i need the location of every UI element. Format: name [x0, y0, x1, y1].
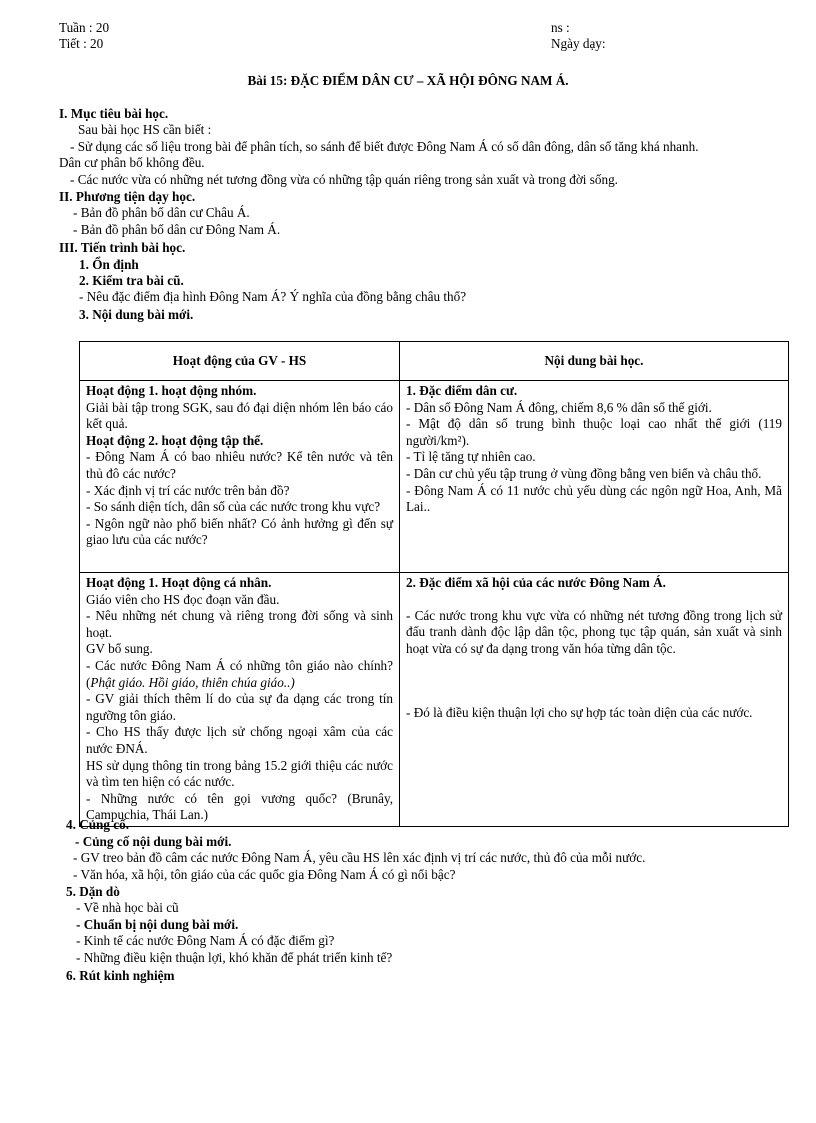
- activity-text: HS sử dụng thông tin trong bảng 15.2 giới thiệu các nước và tìm ten hiện có các nước.: [86, 757, 393, 790]
- activity-text: - Cho HS thấy được lịch sử chống ngoại xâm của các nước ĐNÁ.: [86, 724, 393, 756]
- consolidation-heading: 4. Củng cố.: [66, 817, 130, 832]
- activity-text: [86, 658, 393, 691]
- activity-heading: Hoạt động 2. hoạt động tập thể.: [86, 432, 264, 448]
- religion-answer: Phật giáo. Hồi giáo, thiên chúa giáo..): [90, 674, 295, 690]
- activity-text: - Những nước có tên gọi vương quốc? (Brunây, Campuchia, Thái Lan.): [86, 790, 393, 823]
- content-text: - Mật độ dân số trung bình thuộc loại cao nhất thế giới (119 người/km²).: [406, 416, 782, 448]
- table-row: [80, 381, 789, 573]
- period-label: Tiết : 20: [59, 36, 104, 51]
- activity-text: - Nêu những nét chung và riêng trong đời sống và sinh hoạt.: [86, 608, 393, 640]
- objectives-intro: Sau bài học HS cần biết :: [78, 122, 212, 137]
- activity-text: GV bổ sung.: [86, 641, 153, 657]
- content-heading: 1. Đặc điểm dân cư.: [406, 383, 518, 398]
- homework-heading: 5. Dặn dò: [66, 884, 120, 899]
- activity-text: - Ngôn ngữ nào phổ biến nhất? Có ảnh hưởng gì đến sự giao lưu của các nước?: [86, 515, 393, 548]
- teaching-date-label: Ngày dạy:: [551, 36, 606, 51]
- material-item-1: - Bản đồ phân bố dân cư Châu Á.: [73, 205, 250, 220]
- content-text: - Đông Nam Á có 11 nước chủ yếu dùng các ngôn ngữ Hoa, Anh, Mã Lai..: [406, 482, 782, 515]
- week-label: Tuần : 20: [59, 20, 110, 35]
- consolidation-item-1: - GV treo bản đồ câm các nước Đông Nam Á, yêu cầu HS lên xác định vị trí các nước, thủ đô của mỗi nước.: [73, 850, 646, 865]
- table-row: [80, 573, 789, 827]
- header-activities: Hoạt động của GV - HS: [80, 342, 400, 381]
- row1-content: [400, 381, 789, 573]
- content-heading: 2. Đặc điểm xã hội của các nước Đông Nam Á.: [406, 575, 666, 590]
- content-text: - Dân cư chủ yếu tập trung ở vùng đồng bằng ven biển và châu thổ.: [406, 465, 762, 481]
- homework-sub: - Chuẩn bị nội dung bài mới.: [76, 917, 239, 932]
- activity-text: - GV giải thích thêm lí do của sự đa dạng các trong tín ngưỡng tôn giáo.: [86, 691, 393, 723]
- consolidation-item-2: - Văn hóa, xã hội, tôn giáo của các quốc gia Đông Nam Á có gì nổi bậc?: [73, 867, 456, 882]
- content-text: - Dân số Đông Nam Á đông, chiếm 8,6 % dân số thế giới.: [406, 399, 712, 415]
- objective-line-1: - Sử dụng các số liệu trong bài để phân tích, so sánh để biết được Đông Nam Á có số dân đông, dân số tăng khá nhanh.: [70, 139, 699, 154]
- lesson-plan-table: [79, 341, 789, 827]
- objective-line-3: - Các nước vừa có những nét tương đồng vừa có những tập quán riêng trong sản xuất và trong đời sống.: [70, 172, 618, 187]
- activity-text: - So sánh diện tích, dân số của các nước trong khu vực?: [86, 499, 381, 515]
- procedure-heading: III. Tiến trình bài học.: [59, 240, 186, 255]
- activity-text: Giải bài tập trong SGK, sau đó đại diện nhóm lên báo cáo kết quả.: [86, 399, 393, 432]
- activity-text: - Xác định vị trí các nước trên bản đồ?: [86, 482, 290, 498]
- lesson-title: Bài 15: ĐẶC ĐIỂM DÂN CƯ – XÃ HỘI ĐÔNG NAM Á.: [247, 73, 569, 88]
- religion-question: - Các nước Đông Nam Á có những tôn giáo nào chính?(: [86, 657, 393, 690]
- content-text: - Tỉ lệ tăng tự nhiên cao.: [406, 449, 536, 465]
- row2-activities: [80, 573, 400, 827]
- materials-heading: II. Phương tiện dạy học.: [59, 189, 196, 204]
- step-2-label: 2. Kiểm tra bài cũ.: [79, 273, 184, 288]
- review-question: - Nêu đặc điểm địa hình Đông Nam Á? Ý nghĩa của đồng bằng châu thổ?: [79, 289, 467, 304]
- table-header-row: [80, 342, 789, 381]
- step-1-label: 1. Ổn định: [79, 257, 139, 272]
- homework-item-1: - Về nhà học bài cũ: [76, 900, 179, 915]
- activity-heading: Hoạt động 1. hoạt động nhóm.: [86, 383, 257, 398]
- experience-heading: 6. Rút kinh nghiệm: [66, 968, 175, 983]
- step-3-label: 3. Nội dung bài mới.: [79, 307, 194, 322]
- objective-line-2: Dân cư phân bố không đều.: [59, 155, 205, 170]
- objectives-heading: I. Mục tiêu bài học.: [59, 106, 169, 121]
- activity-heading: Hoạt động 1. Hoạt động cá nhân.: [86, 575, 272, 590]
- homework-item-2: - Kinh tế các nước Đông Nam Á có đặc điểm gì?: [76, 933, 335, 948]
- row1-activities: [80, 381, 400, 573]
- header-content: Nội dung bài học.: [400, 342, 789, 381]
- consolidation-sub: - Củng cố nội dung bài mới.: [75, 834, 232, 849]
- activity-text: - Đông Nam Á có bao nhiêu nước? Kể tên nước và tên thủ đô các nước?: [86, 449, 393, 481]
- material-item-2: - Bản đồ phân bố dân cư Đông Nam Á.: [73, 222, 281, 237]
- content-text: - Các nước trong khu vực vừa có những nét tương đồng trong lịch sử đấu tranh dành độc lập dân tộc, phong tục tập quán, sản xuất và sinh hoạt vừa có sự đa dạng trong văn hóa từng dân tộc.: [406, 607, 782, 656]
- activity-text: Giáo viên cho HS đọc đoạn văn đầu.: [86, 591, 280, 607]
- ns-label: ns :: [551, 20, 570, 35]
- content-text: - Đó là điều kiện thuận lợi cho sự hợp tác toàn diện của các nước.: [406, 705, 753, 721]
- homework-item-3: - Những điều kiện thuận lợi, khó khăn để phát triển kinh tế?: [76, 950, 393, 965]
- row2-content: [400, 573, 789, 827]
